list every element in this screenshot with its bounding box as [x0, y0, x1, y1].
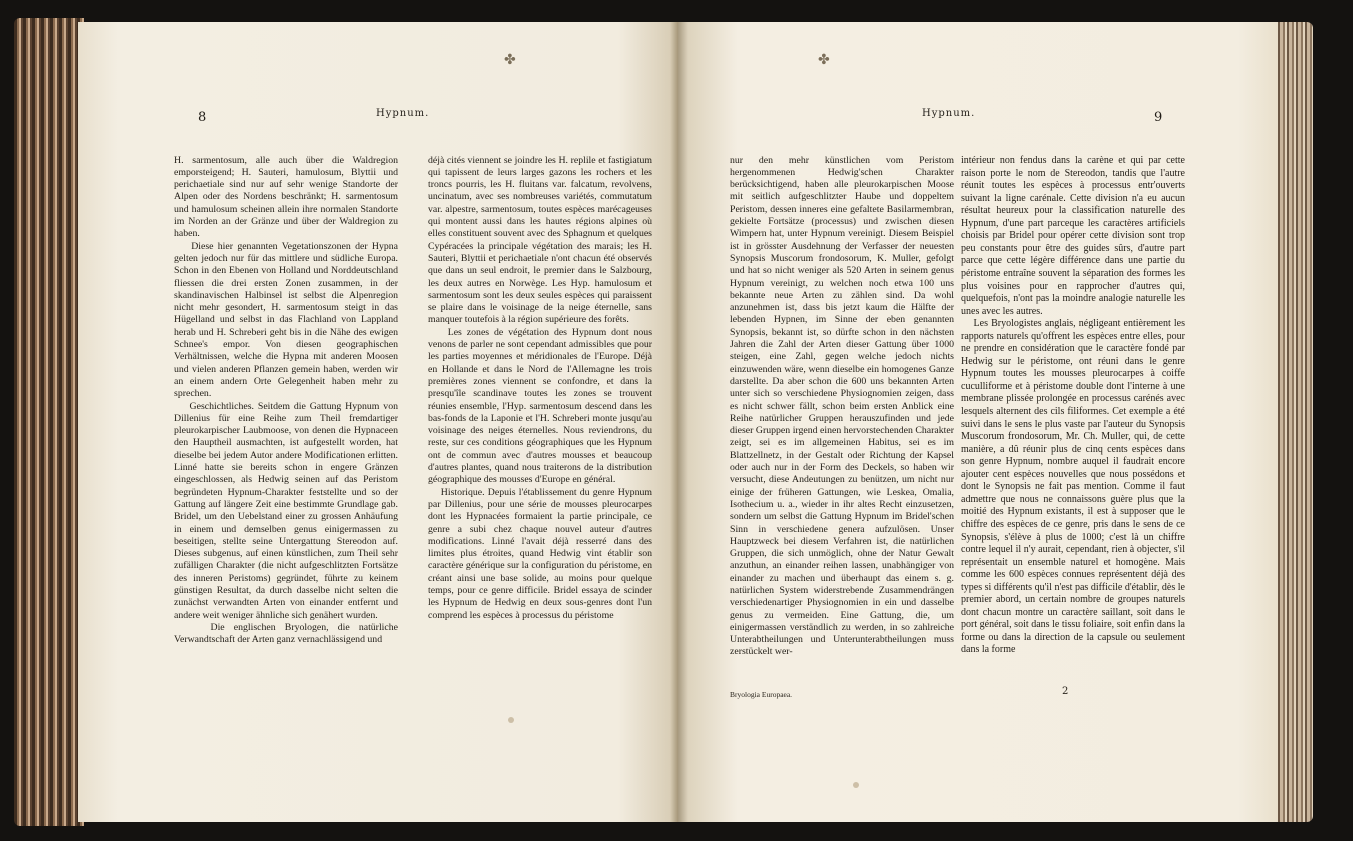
ornament-icon: ✤	[504, 52, 516, 68]
foxing-spot	[853, 782, 859, 788]
foxing-spot	[508, 717, 514, 723]
column-text: nur den mehr künstlichen vom Peristom hergenommenen Hedwig'schen Charakter berücksichtigend, haben alle pleurokarpischen Moose mit seitlich aufgeschlitzter Haube und doppeltem Peristom, dessen inneres eine gefaltete Basilarmembran, gekielte Fortsätze (processus) und zwischen diesen Wimpern hat, unter Hypnum vereinigt. Diesem Beispiel ist in grösster Ausdehnung der Verfasser der neuesten Synopsis Muscorum frondosorum, K. Muller, gefolgt und hat so nicht weniger als 520 Arten in seinem genus Hypnum vereinigt, zu welchen noch etwa 100 uns bekannte neue Arten zu zählen sind. Da wohl anzunehmen ist, dass bis jetzt kaum die Hälfte der lebenden Hypnen, im Sinne der eben genannten Synopsis, bekannt ist, so dürfte schon in den nächsten Jahren die Zahl der Arten dieser Gattung über 1000 steigen, eine Zahl, gegen welche jedoch nichts einzuwenden wäre, wenn dieselbe ein homogenes Ganze darstellte. Da aber schon die 600 uns bekannten Arten unter sich so verschiedene Physiognomien zeigen, dass es nicht schwer fällt, schon beim ersten Anblick eine Reihe natürlicher Gruppen herauszufinden und jede dieser Gruppen irgend einen hervorstechenden Charakter zeigt, sei es im allgemeinen Habitus, sei es im Blattzellnetz, in der Gestalt oder Richtung der Kapsel oder auch nur in der Form des Deckels, so haben wir versucht, diese Andeutungen zu benützen, um nicht nur einige der früheren Gattungen, wie Leskea, Omalia, Isothecium u. a., wieder in ihr altes Recht einzusetzen, sondern um selbst die Gattung Hypnum im Bridel'schen Sinn in verschiedene genera aufzulösen. Unser Hauptzweck bei diesem Verfahren ist, die natürlichen Gruppen, die sich unmöglich, ohne der Natur Gewalt anzuthun, an einander reihen lassen, unabhängiger von einander zu machen und überhaupt das einem s. g. natürlichen System widerstrebende Zusammendrängen verschiedenartiger Physiognomien in ein und dasselbe genus zu vermeiden. Eine Gattung, die, um einigermassen verständlich zu werden, in so zahlreiche Unterabtheilungen und Unterunterabtheilungen muss zerstückelt wer-	[730, 154, 957, 658]
left-page-edges	[14, 18, 84, 826]
footer-signature-line: Bryologia Europaea.	[730, 690, 793, 699]
signature-mark: 2	[1062, 686, 1069, 697]
column-german	[730, 130, 957, 683]
column-text: déjà cités viennent se joindre les H. replile et fastigiatum qui tapissent de leurs larges gazons les rochers et les troncs pourris, les H. fluitans var. falcatum, revolvens, uncinatum, avec ses nombreuses variétés, commutatum var. alpestre, sarmentosum, toutes espèces marécageuses qui montent aussi dans les hautes régions alpines où elles constituent souvent avec des Sphagnum et quelques Cypéracées la principale végétation des marais; les H. Sauteri, Blyttii et perichaetiale n'ont chacun été observés que dans un seul endroit, le premier dans le Salzbourg, les deux autres en Norwège. Les Hyp. hamulosum et sarmentosum sont les deux seules espèces qui paraissent se plaire dans le voisinage de la neige éternelle, sans manquer toutefois à la région supérieure des forêts. Les zones de végétation des Hypnum dont nous venons de parler ne sont cependant admissibles que pour les parties moyennes et méridionales de l'Europe. Déjà en Hollande et dans le Nord de l'Allemagne les trois premières zones viennent se confondre, et dans la presqu'île scandinave toutes les zones se trouvent réunies ensemble, l'Hyp. sarmentosum descend dans les bas-fonds de la Laponie et l'H. Schreberi monte jusqu'au voisinage des neiges éternelles. Nous reviendrons, du reste, sur ces conditions géographiques que les Hypnum ont de commun avec d'autres mousses et beaucoup d'autres plantes, quand nous traiterons de la distribution géographique des mousses d'Europe en général. Historique. Depuis l'établissement du genre Hypnum par Dillenius, pour une série de mousses pleurocarpes dont les Hypnacées formaient la partie principale, ce genre a subi chez chaque nouvel auteur d'autres modifications. Linné l'avait déjà resserré dans des limites plus étroites, quand Hedwig vint établir son caractère générique sur la configuration du péristome, en créant ainsi une base solide, au moins pour quelque temps, pour ce genre difficile. Bridel essaya de scinder les Hypnum de Hedwig en deux sous-genres dont l'un comprend les espèces à processus du péristome	[428, 154, 653, 621]
ornament-icon: ✤	[818, 52, 830, 68]
column-german	[174, 130, 398, 671]
column-french	[961, 130, 1185, 682]
column-french	[428, 130, 652, 646]
left-page	[78, 22, 678, 822]
page-number: 9	[1154, 110, 1163, 125]
right-page	[678, 22, 1278, 822]
page-number: 8	[198, 110, 207, 125]
column-text: H. sarmentosum, alle auch über die Waldregion emporsteigend; H. Sauteri, hamulosum, Blyttii und perichaetiale sind nur auf sehr wenige Standorte der Alpen oder des Nordens beschränkt; H. sarmentosum und hamulosum scheinen allein ihre normalen Standorte im Norden an der Gränze und über der Waldregion zu haben. Diese hier genannten Vegetationszonen der Hypna gelten jedoch nur für das mittlere und südliche Europa. Schon in den Ebenen von Holland und Norddeutschland fliessen die drei ersten Zonen zusammen, in der skandinavischen Halbinsel ist selbst die Alpenregion nicht mehr gesondert, H. sarmentosum steigt in das Hügelland und selbst in das Flachland von Lappland herab und H. Schreberi geht bis in die Nähe des ewigen Schnee's empor. Von diesen geographischen Verhältnissen, welche die Hypna mit anderen Moosen und vielen anderen Pflanzen gemein haben, werden wir an einem andern Orte Gelegenheit haben mehr zu sprechen. Geschichtliches. Seitdem die Gattung Hypnum von Dillenius für eine Reihe zum Theil fremdartiger pleurokarpischer Laubmoose, von denen die Hypnaceen den Hauptheil ausmachten, ist aufgestellt worden, hat dieselbe bei jedem Autor andere Modificationen erlitten. Linné hatte sie bereits schon in engere Gränzen eingeschlossen, als Hedwig seinen auf das Peristom begründeten Hypnum-Charakter feststellte und so der Gattung auf längere Zeit eine bestimmte Grundlage gab. Bridel, um den Uebelstand einer zu grossen Anhäufung in einem und demselben genus einigermassen zu beseitigen, stellte seine Untergattung Stereodon auf. Dieses subgenus, auf einen künstlichen, zum Theil sehr zufälligen Charakter (die nicht aufgeschlitzten Fortsätze des inneren Peristoms) gegründet, führte zu keinem günstigen Resultat, da durch dasselbe nicht selten die zunächst verwandten Arten von einander entfernt und andere weit weniger ähnliche sich genähert wurden. Die englischen Bryologen, die natürliche Verwandtschaft der Arten ganz vernachlässigend und	[174, 154, 399, 646]
column-text: intérieur non fendus dans la carène et qui par cette raison porte le nom de Stereodon, tandis que l'autre réunit toutes les espèces à processus entr'ouverts suivant la ligne carénale. Cette division n'a eu aucun résultat heureux pour la classification naturelle des Hypnum, d'une part parceque les caractères artificiels choisis par Bridel pour opérer cette division sont trop peu constants pour être des guides sûrs, d'autre part parce que cette légère différence dans une partie du péristome entraîne souvent la séparation des formes les plus voisines pour en rapprocher d'autres qui, quelquefois, n'ont pas la moindre analogie naturelle les unes avec les autres. Les Bryologistes anglais, négligeant entièrement les rapports naturels qu'offrent les espèces entre elles, pour ne prendre en considération que le caractère fondé par Hedwig sur le péristome, ont réuni dans le genre Hypnum toutes les mousses pleurocarpes à coiffe cuculliforme et à péristome double dont l'interne à une membrane plissée prolongée en processus carénés avec lesquels alternent des cils filiformes. Cet exemple a été suivi dans le sens le plus vaste par l'auteur du Synopsis Muscorum frondosorum, Mr. Ch. Muller, qui, de cette manière, a dû réunir plus de cinq cents espèces dans son genre Hypnum, nombre auquel il faudrait encore ajouter cent espèces nouvelles que nous possédons et dont le Synopsis ne fait pas mention. Comme il faut admettre que nous ne connaissons guère plus que la moitié des Hypnum existants, il est à supposer que le chiffre des espèces de ce genre, pris dans le sens de ce Synopsis, s'élève à plus de 1000; c'est là un chiffre contre lequel il n'y aurait, cependant, rien à objecter, s'il représentait un ensemble naturel et homogène. Mais comme les 600 espèces connues représentent déjà des types si différents qu'il n'est pas difficile d'établir, dès le premier abord, un certain nombre de groupes naturels dont chacun montre un caractère saillant, soit dans le port général, soit dans le tissu foliaire, soit enfin dans la forme ou dans la direction de la capsule ou seulement dans la forme	[961, 155, 1186, 656]
running-head: Hypnum.	[922, 108, 976, 119]
running-head: Hypnum.	[376, 108, 430, 119]
